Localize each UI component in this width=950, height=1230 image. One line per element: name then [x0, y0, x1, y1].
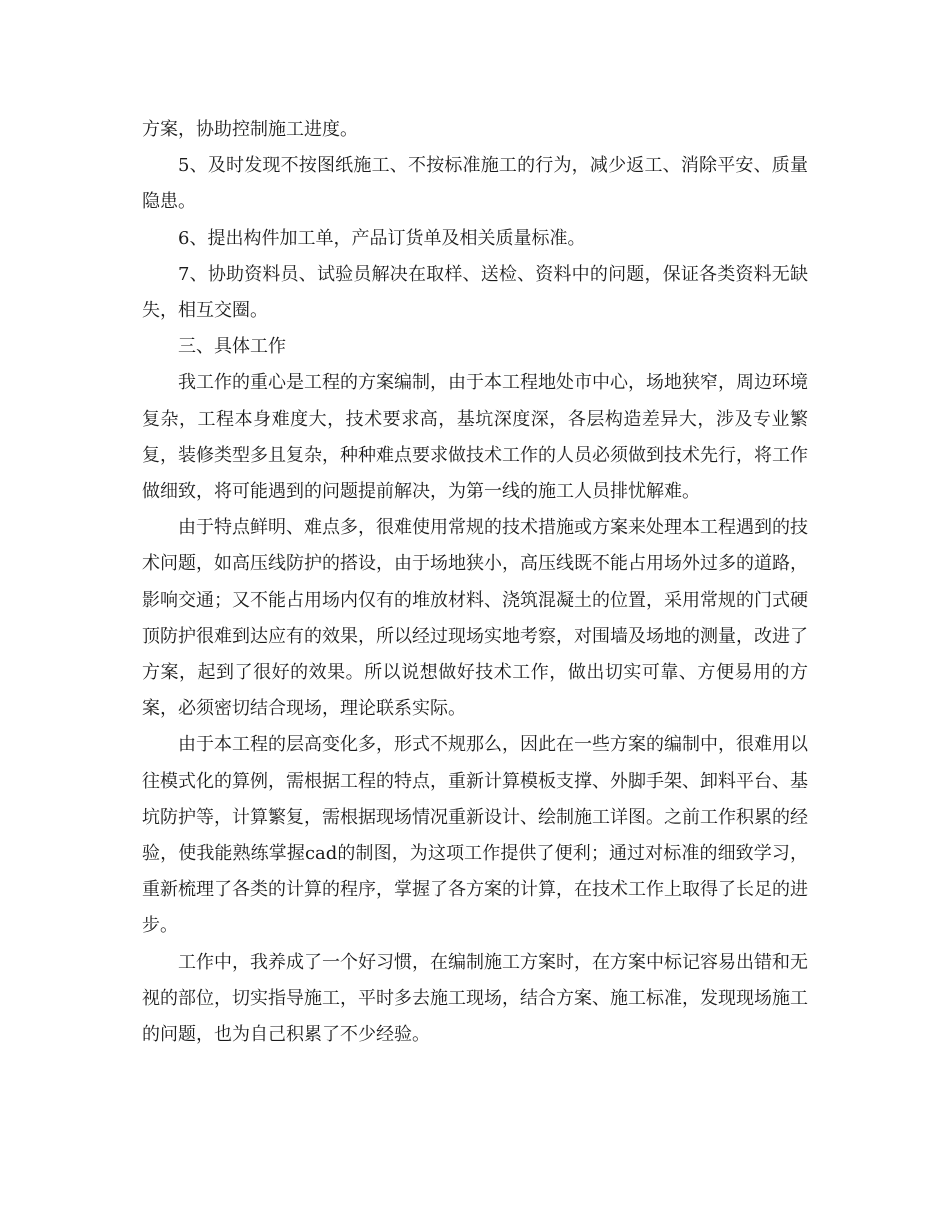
section-heading-specific-work: 三、具体工作	[178, 336, 286, 358]
paragraph-item-6: 6、提出构件加工单，产品订货单及相关质量标准。	[178, 227, 586, 249]
paragraph-good-habit: 工作中，我养成了一个好习惯，在编制施工方案时，在方案中标记容易出错和无视的部位，切实指导施工，平时多去施工现场，结合方案、施工标准，发现现场施工的问题，也为自己积累了不少经验。	[142, 951, 808, 1046]
paragraph-high-voltage-protection: 由于特点鲜明、难点多，很难使用常规的技术措施或方案来处理本工程遇到的技术问题，如高压线防护的搭设，由于场地狭小，高压线既不能占用场外过多的道路，影响交通；又不能占用场内仅有的堆放材料、浇筑混凝土的位置，采用常规的门式硬顶防护很难到达应有的效果，所以经过现场实地考察，对围墙及场地的测量，改进了方案，起到了很好的效果。所以说想做好技术工作，做出切实可靠、方便易用的方案，必须密切结合现场，理论联系实际。	[142, 517, 808, 720]
paragraph-item-7: 7、协助资料员、试验员解决在取样、送检、资料中的问题，保证各类资料无缺失，相互交圈。	[142, 263, 808, 322]
paragraph-floor-height-calculation: 由于本工程的层高变化多，形式不规那么，因此在一些方案的编制中，很难用以往模式化的算例，需根据工程的特点，重新计算模板支撑、外脚手架、卸料平台、基坑防护等，计算繁复，需根据现场情况重新设计、绘制施工详图。之前工作积累的经验，使我能熟练掌握cad的制图，为这项工作提供了便利；通过对标准的细致学习，重新梳理了各类的计算的程序，掌握了各方案的计算，在技术工作上取得了长足的进步。	[142, 734, 808, 937]
paragraph-work-focus: 我工作的重心是工程的方案编制，由于本工程地处市中心，场地狭窄，周边环境复杂，工程本身难度大，技术要求高，基坑深度深，各层构造差异大，涉及专业繁复，装修类型多且复杂，种种难点要求做技术工作的人员必须做到技术先行，将工作做细致，将可能遇到的问题提前解决，为第一线的施工人员排忧解难。	[142, 372, 808, 503]
paragraph-item-5: 5、及时发现不按图纸施工、不按标准施工的行为，减少返工、消除平安、质量隐患。	[142, 155, 808, 213]
paragraph-continued-plan: 方案，协助控制施工进度。	[142, 119, 358, 140]
document-body	[142, 112, 808, 1053]
